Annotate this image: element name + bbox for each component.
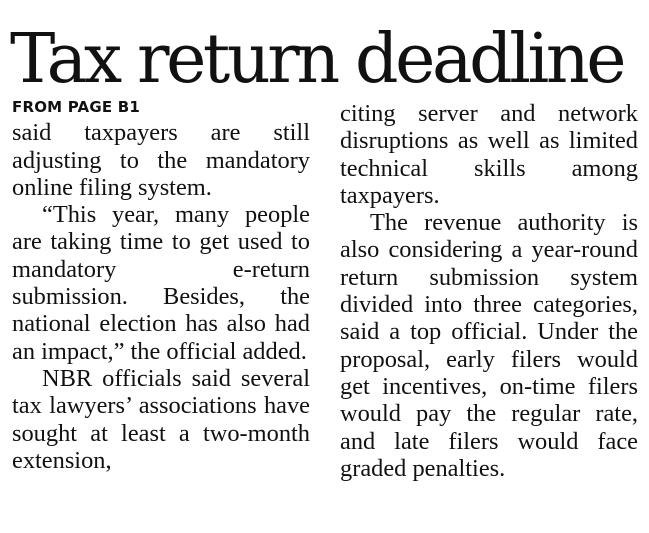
continuation-kicker: FROM PAGE B1: [12, 98, 140, 116]
paragraph-quote: “This year, many people are taking time to get used to mandatory e-return submission. Besides, the national election has also had an impact,” the official added.: [12, 201, 310, 365]
paragraph-revenue-authority: The revenue authority is also considering a year-round return submission system divided into three categories, said a top official. Under the proposal, early filers would get incentives, on-time filers would pay the regular rate, and late filers would face graded penalties.: [340, 209, 638, 482]
left-column: [12, 100, 310, 474]
right-column: [340, 100, 638, 482]
paragraph-continued-right: citing server and network disruptions as well as limited technical skills among taxpayers.: [340, 100, 638, 209]
paragraph-continued: said taxpayers are still adjusting to the mandatory online filing system.: [12, 119, 310, 201]
headline: Tax return deadline: [10, 20, 624, 99]
paragraph-nbr-officials: NBR officials said several tax lawyers’ associations have sought at least a two-month extension,: [12, 364, 310, 474]
